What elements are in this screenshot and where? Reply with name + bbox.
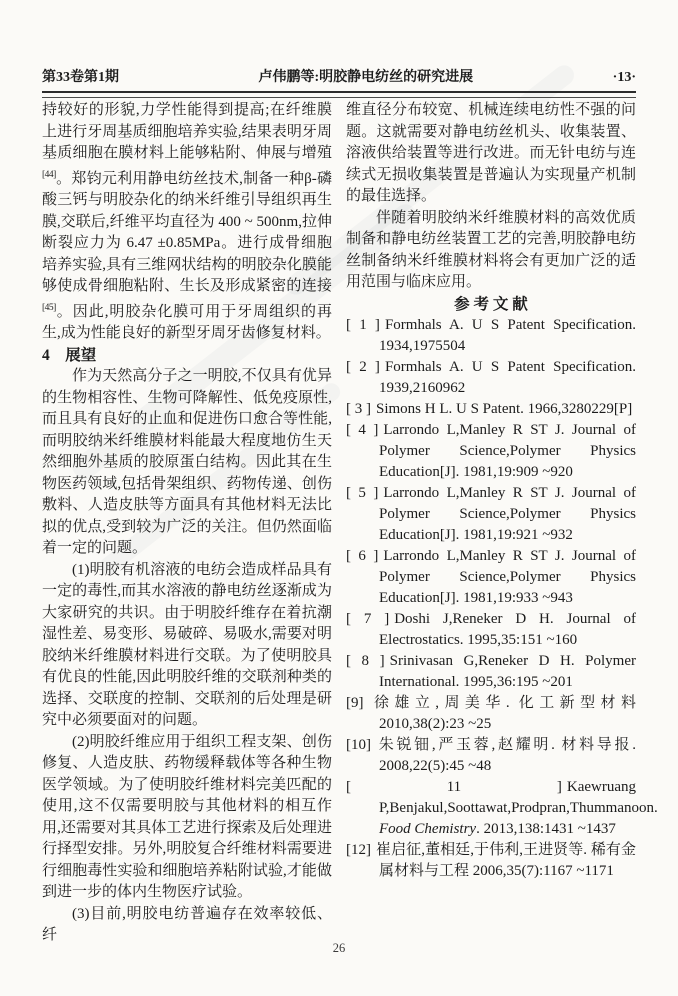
reference-text: . 2013,138:1431 ~1437 (476, 821, 616, 837)
reference-text: Srinivasan G,Reneker D H. Polymer International. 1995,36:195 ~201 (379, 653, 636, 690)
reference-item (346, 609, 636, 651)
reference-item (346, 399, 636, 420)
reference-marker: [12] (346, 842, 371, 858)
body-paragraph (42, 100, 332, 345)
reference-item (346, 420, 636, 483)
reference-marker: [ 3 ] (346, 401, 371, 417)
reference-item (346, 357, 636, 399)
body-paragraph: 作为天然高分子之一明胶,不仅具有优异的生物相容性、生物可降解性、低免疫原性,而且具有良好的止血和促进伤口愈合等性能,而明胶纳米纤维膜材料能最大程度地仿生天然细胞外基质的胶原蛋白结构。因此其在生物医药领域,包括骨架组织、药物传递、创伤敷料、人造皮肤等方面具有其他材料无法比拟的优点,受到较为广泛的关注。但仍然面临着一定的问题。 (42, 368, 332, 556)
reference-marker: [9] (346, 695, 364, 711)
header-issue: 第33卷第1期 (42, 70, 119, 85)
left-column (42, 100, 332, 947)
reference-marker: [ 7 ] (346, 611, 390, 627)
reference-text: Formhals A. U S Patent Specification. 1934,1975504 (379, 317, 636, 354)
reference-text: Formhals A. U S Patent Specification. 1939,2160962 (379, 359, 636, 396)
references-list (346, 315, 658, 882)
reference-marker: [ 2 ] (346, 359, 380, 375)
reference-item (346, 777, 658, 840)
reference-marker: [ 1 ] (346, 317, 380, 333)
section-title: 展望 (65, 346, 97, 364)
two-column-body (42, 100, 658, 947)
page-header (42, 66, 636, 86)
reference-text: Kaewruang P,Benjakul,Soottawat,Prodpran,Thummanoon. (379, 779, 658, 816)
reference-item (346, 735, 636, 777)
reference-marker: [ 8 ] (346, 653, 385, 669)
reference-text: Doshi J,Reneker D H. Journal of Electrostatics. 1995,35:151 ~160 (379, 611, 636, 648)
reference-item (346, 483, 636, 546)
reference-marker: [ 5 ] (346, 485, 379, 501)
body-paragraph: (3)目前,明胶电纺普遍存在效率较低、纤 (42, 905, 332, 943)
reference-item (346, 315, 636, 357)
header-rule-top (42, 91, 636, 93)
reference-item (346, 840, 636, 882)
section-number: 4 (42, 346, 50, 364)
body-paragraph: (1)明胶有机溶液的电纺会造成样品具有一定的毒性,而其水溶液的静电纺丝逐渐成为大家研究的共识。由于明胶纤维存在着抗潮湿性差、易变形、易破碎、易吸水,需要对明胶纳米纤维膜材料进行交联。为了使明胶具有优良的性能,因此明胶纤维的交联剂种类的选择、交联度的控制、交联剂的后处理是研究中必须要面对的问题。 (42, 561, 332, 728)
page-footer (0, 941, 678, 956)
reference-marker: [ 4 ] (346, 422, 379, 438)
header-page-number: ·13· (612, 70, 636, 85)
section-heading (42, 345, 332, 367)
footer-page-number: 26 (332, 941, 346, 955)
reference-marker: [ 11 ] (346, 779, 562, 795)
reference-marker: [10] (346, 737, 371, 753)
reference-item (346, 546, 636, 609)
citation-superscript: [44] (42, 169, 56, 180)
reference-text: Simons H L. U S Patent. 1966,3280229[P] (376, 401, 633, 417)
citation-superscript: [45] (42, 302, 56, 313)
header-running-title: 卢伟鹏等:明胶静电纺丝的研究进展 (258, 70, 474, 85)
reference-journal-italic: Food Chemistry (379, 821, 477, 837)
reference-item (346, 693, 636, 735)
references-heading: 参 考 文 献 (454, 295, 528, 313)
header-rule (42, 91, 636, 98)
reference-text: 徐雄立,周美华. 化工新型材料 2010,38(2):23 ~25 (368, 695, 636, 732)
reference-text: 朱锐钿,严玉蓉,赵耀明. 材料导报. 2008,22(5):45 ~48 (376, 737, 636, 774)
paragraph-text: 。郑钧元利用静电纺丝技术,制备一种β-磷酸三钙与明胶杂化的纳米纤维引导组织再生膜,交联后,纤维平均直径为 400 ~ 500nm,拉伸断裂应力为 6.47 ±0.85MPa。进行成骨细胞培养实验,具有三维网状结构的明胶杂化膜能够使成骨细胞粘附、生长及形成紧密的连接 (42, 170, 332, 294)
body-paragraph: 维直径分布较宽、机械连续电纺性不强的问题。这就需要对静电纺丝机头、收集装置、溶液供给装置等进行改进。而无针电纺与连续式无损收集装置是普遍认为实现量产机制的最佳选择。 (346, 102, 636, 204)
reference-marker: [ 6 ] (346, 548, 379, 564)
reference-text: Larrondo L,Manley R ST J. Journal of Polymer Science,Polymer Physics Education[J]. 1981,19:921 ~932 (379, 485, 636, 543)
paragraph-text: 持较好的形貌,力学性能得到提高;在纤维膜上进行牙周基质细胞培养实验,结果表明牙周基质细胞在膜材料上能够粘附、伸展与增殖 (42, 102, 332, 161)
right-column (346, 100, 658, 947)
paragraph-text: 。因此,明胶杂化膜可用于牙周组织的再生,成为性能良好的新型牙周牙齿修复材料。 (42, 303, 332, 341)
reference-text: Larrondo L,Manley R ST J. Journal of Polymer Science,Polymer Physics Education[J]. 1981,19:933 ~943 (379, 548, 636, 606)
reference-text: 崔启征,董相廷,于伟利,王进贤等. 稀有金属材料与工程 2006,35(7):1167 ~1171 (376, 842, 636, 879)
header-rule-bottom (42, 97, 636, 99)
body-paragraph: 伴随着明胶纳米纤维膜材料的高效优质制备和静电纺丝装置工艺的完善,明胶静电纺丝制备纳米纤维膜材料将会有更加广泛的适用范围与临床应用。 (346, 209, 636, 290)
reference-text: Larrondo L,Manley R ST J. Journal of Polymer Science,Polymer Physics Education[J]. 1981,19:909 ~920 (379, 422, 636, 480)
reference-item (346, 651, 636, 693)
body-paragraph: (2)明胶纤维应用于组织工程支架、创伤修复、人造皮肤、药物缓释载体等各种生物医学领域。为了使明胶纤维材料完美匹配的使用,这不仅需要明胶与其他材料的相互作用,还需要对其具体工艺进行探索及后处理进行择型安排。另外,明胶复合纤维材料需要进行细胞毒性实验和细胞培养粘附试验,才能做到进一步的体内生物医疗试验。 (42, 733, 332, 900)
